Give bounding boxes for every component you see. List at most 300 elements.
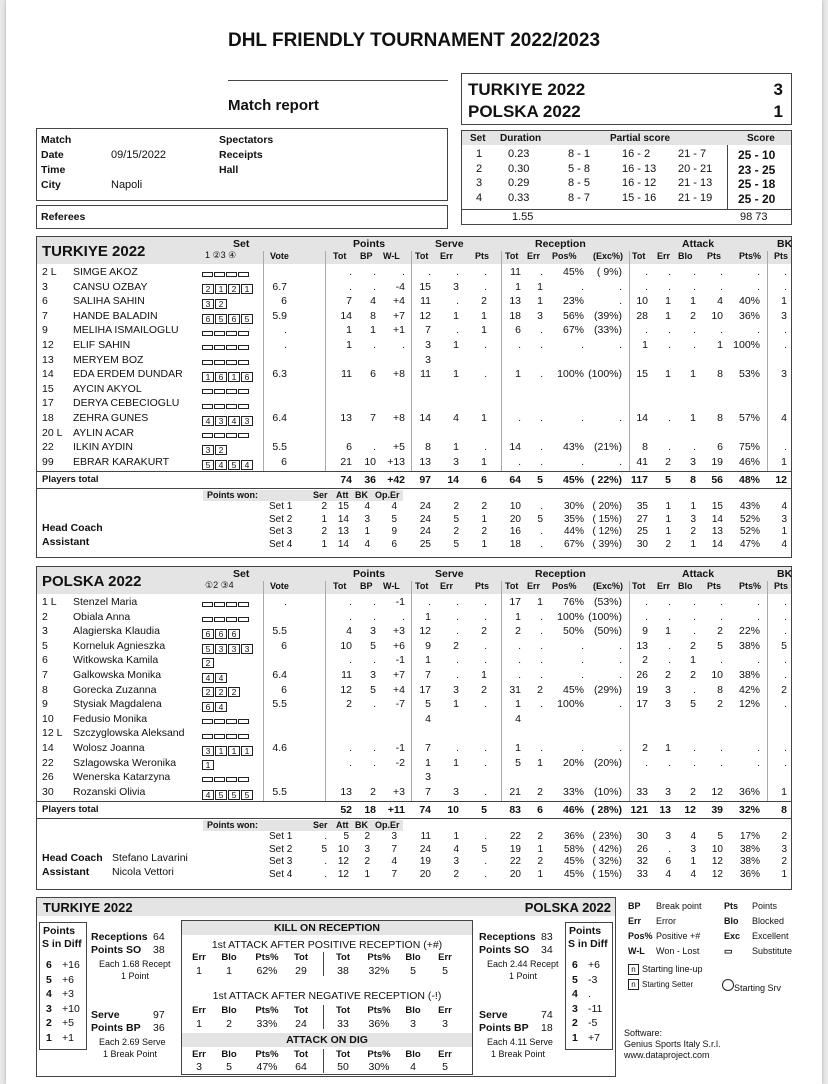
player-name: DERYA CEBECIOGLU bbox=[73, 397, 180, 410]
stat-cell-bp: . bbox=[373, 266, 376, 278]
points-header: Points bbox=[353, 568, 386, 580]
set-stat-cell: 5 bbox=[453, 538, 459, 550]
points-won-cell: 7 bbox=[391, 868, 397, 880]
kill-col-header: Tot bbox=[293, 1049, 309, 1060]
column-subheader: Tot bbox=[333, 581, 347, 591]
player-name: Fedusio Monika bbox=[73, 712, 148, 725]
set-stat-cell: 52% bbox=[739, 513, 760, 525]
stat-cell-vote: 5.5 bbox=[272, 785, 287, 798]
stat-cell-r-err: . bbox=[540, 266, 543, 278]
set-stat-cell: 30 bbox=[636, 831, 648, 843]
total-cell-tot: 52 bbox=[340, 804, 352, 817]
stat-cell-s-err: . bbox=[456, 742, 459, 754]
legend-desc: Substitute bbox=[752, 946, 793, 956]
set-stat-cell: 35 bbox=[636, 501, 648, 513]
stat-cell-tot: 12 bbox=[340, 683, 352, 696]
stat-cell-s-tot: 5 bbox=[425, 698, 431, 711]
rotation-diff: +16 bbox=[62, 959, 80, 971]
rotation-number: 3 bbox=[46, 1002, 52, 1015]
stat-cell-tot: 6 bbox=[346, 441, 352, 454]
set-position-box: 6 bbox=[202, 629, 214, 639]
set-stat-cell: 32 bbox=[636, 856, 648, 868]
stat-cell-s-pts: . bbox=[484, 654, 487, 667]
column-subheader: Pos% bbox=[552, 251, 577, 261]
set-stat-cell: ( 39%) bbox=[592, 538, 622, 550]
set-position-box: 6 bbox=[202, 702, 214, 712]
stat-cell-vote: . bbox=[284, 596, 287, 608]
column-subheader: (Exc%) bbox=[593, 581, 624, 591]
s-in-diff-label: S in Diff bbox=[42, 938, 82, 950]
starting-setter-legend bbox=[628, 979, 693, 990]
set-box-empty bbox=[214, 389, 225, 394]
set-box-empty bbox=[214, 360, 225, 365]
set-stat-cell: 24 bbox=[419, 501, 431, 513]
stat-cell-s-pts: . bbox=[484, 756, 487, 769]
column-subheader: Vote bbox=[270, 251, 289, 261]
match-report-sheet bbox=[6, 0, 822, 1084]
set-stat-cell: ( 12%) bbox=[592, 526, 622, 538]
set-position-box: 1 bbox=[215, 746, 227, 756]
set-position-box: 3 bbox=[228, 644, 240, 654]
stat-cell-bp: 4 bbox=[370, 295, 376, 308]
set-stat-cell: 14 bbox=[711, 513, 723, 525]
stat-cell-a-tot: 33 bbox=[636, 785, 648, 798]
player-name: Alagierska Klaudia bbox=[73, 625, 160, 638]
total-cell-s-err: 14 bbox=[447, 474, 459, 487]
set-box-empty bbox=[238, 617, 249, 622]
stat-cell-r-pos: 33% bbox=[562, 785, 584, 798]
set-stat-cell: 36% bbox=[739, 868, 760, 880]
player-name: AYCIN AKYOL bbox=[73, 382, 142, 395]
stat-cell-s-err: 4 bbox=[453, 412, 459, 424]
set-stat-cell: 1 bbox=[690, 856, 696, 868]
set-position-box: 5 bbox=[202, 460, 214, 470]
set-position-box: 4 bbox=[202, 790, 214, 800]
set-label: Set 3 bbox=[269, 856, 293, 868]
stat-cell-bp: 6 bbox=[370, 368, 376, 381]
stat-cell-wl: +3 bbox=[393, 785, 405, 798]
stat-cell-vote: 5.9 bbox=[272, 309, 287, 322]
rotation-diff: +6 bbox=[588, 959, 600, 971]
set-partial-21: 21 - 7 bbox=[678, 148, 707, 160]
kill-col-header: Blo bbox=[221, 1049, 237, 1060]
stat-cell-r-exc: (100%) bbox=[588, 368, 622, 381]
points-won-cell: 4 bbox=[391, 501, 397, 513]
set-position-box: 2 bbox=[202, 687, 214, 697]
column-subheader: W-L bbox=[383, 581, 400, 591]
stat-cell-a-err: 1 bbox=[665, 368, 671, 381]
stat-cell-a-blo: . bbox=[693, 742, 696, 754]
stat-cell-s-tot: . bbox=[428, 266, 431, 278]
set-position-box: 3 bbox=[202, 746, 214, 756]
set-position-box: 3 bbox=[202, 445, 214, 455]
serve-circle-icon bbox=[722, 979, 734, 991]
player-number: 1 L bbox=[42, 596, 57, 608]
total-cell-r-err: 6 bbox=[537, 804, 543, 817]
lineup-box-icon: n bbox=[628, 964, 639, 975]
total-cell-r-tot: 83 bbox=[509, 804, 521, 817]
kill-col-header: Err bbox=[438, 1005, 452, 1016]
set-stat-cell: 5 bbox=[481, 843, 487, 855]
points-won-cell: 14 bbox=[337, 538, 349, 550]
column-subheader: Err bbox=[527, 581, 541, 591]
kill-col-header: Blo bbox=[405, 952, 421, 963]
stat-cell-s-err: . bbox=[456, 266, 459, 278]
set-stat-cell: 5 bbox=[537, 513, 543, 525]
set-stat-cell: 38% bbox=[739, 856, 760, 868]
stat-cell-r-tot: 11 bbox=[510, 266, 521, 278]
stat-cell-a-pts: 6 bbox=[717, 441, 723, 454]
stat-cell-a-pct: 40% bbox=[738, 295, 760, 308]
kill-col-value: 3 bbox=[410, 1018, 416, 1030]
points-won-cell: 7 bbox=[391, 843, 397, 855]
player-row bbox=[37, 265, 791, 280]
stat-cell-a-tot: 13 bbox=[636, 639, 648, 652]
player-number: 6 bbox=[42, 654, 48, 667]
serve-header: Serve bbox=[435, 238, 464, 250]
set-position-box: 5 bbox=[241, 790, 253, 800]
stat-cell-r-err: 1 bbox=[537, 295, 543, 308]
kill-col-header: Pts% bbox=[255, 1049, 279, 1060]
stat-cell-s-tot: 14 bbox=[419, 412, 431, 424]
set-bk-cell: 4 bbox=[781, 501, 787, 513]
stat-cell-a-blo: 1 bbox=[690, 295, 696, 308]
column-subheader: Err bbox=[440, 581, 454, 591]
starting-srv-label: Starting Srv bbox=[734, 983, 782, 993]
stat-cell-a-pct: . bbox=[757, 280, 760, 293]
stat-cell-r-err: . bbox=[540, 610, 543, 623]
stat-cell-r-err: . bbox=[540, 625, 543, 638]
stat-cell-s-pts: . bbox=[484, 280, 487, 293]
stat-cell-r-err: . bbox=[540, 455, 543, 468]
player-number: 10 bbox=[42, 712, 54, 725]
stat-cell-bp: . bbox=[373, 610, 376, 623]
stat-cell-s-pts: . bbox=[484, 266, 487, 278]
player-name: SIMGE AKOZ bbox=[73, 266, 138, 278]
kill-col-header: Tot bbox=[335, 952, 351, 963]
match-report-label: Match report bbox=[228, 97, 319, 114]
rotation-diff: -11 bbox=[588, 1002, 603, 1015]
player-name: SALIHA SAHIN bbox=[73, 295, 145, 308]
stat-cell-a-pct: . bbox=[757, 610, 760, 623]
set-bk-cell: 1 bbox=[781, 868, 787, 880]
total-cell-s-tot: 97 bbox=[419, 474, 431, 487]
set-stat-cell: ( 32%) bbox=[592, 856, 622, 868]
legend-desc: Excellent bbox=[752, 931, 789, 941]
stat-cell-a-tot: . bbox=[645, 756, 648, 769]
rotation-number: 6 bbox=[46, 959, 52, 971]
set-box-empty bbox=[226, 331, 237, 336]
summary-team2: POLSKA 2022 bbox=[524, 900, 611, 915]
set-stat-cell: 6 bbox=[665, 856, 671, 868]
set-box-empty bbox=[214, 433, 225, 438]
stat-cell-tot: . bbox=[349, 654, 352, 667]
stat-cell-s-err: 2 bbox=[453, 639, 459, 652]
stat-cell-r-pos: . bbox=[581, 654, 584, 667]
points-won-cell: 2 bbox=[321, 501, 327, 513]
set-box-empty bbox=[202, 389, 213, 394]
kill-col-value: 5 bbox=[442, 965, 448, 977]
team2-points-box bbox=[565, 922, 613, 1050]
stat-cell-wl: . bbox=[402, 610, 405, 623]
set-number: 3 bbox=[476, 177, 483, 189]
stat-cell-a-err: 2 bbox=[665, 669, 671, 681]
set-box-empty bbox=[202, 734, 213, 739]
set-position-box: 1 bbox=[215, 284, 227, 294]
rotation-number: 3 bbox=[572, 1002, 578, 1015]
stat-cell-a-pts: . bbox=[720, 324, 723, 337]
stat-cell-a-pts: 8 bbox=[717, 368, 723, 381]
points-won-cell: 2 bbox=[364, 831, 370, 843]
kill-col-header: Blo bbox=[221, 1005, 237, 1016]
stat-cell-bk: . bbox=[784, 339, 787, 351]
set-position-box: 2 bbox=[228, 687, 240, 697]
set-stat-cell: 2 bbox=[537, 831, 543, 843]
stat-cell-s-pts: . bbox=[484, 339, 487, 351]
set-duration: 0.30 bbox=[508, 162, 530, 175]
rotation-diff: . bbox=[588, 988, 591, 1000]
total-cell-r-tot: 64 bbox=[509, 474, 521, 487]
serve-value: 74 bbox=[541, 1009, 553, 1021]
total-rule bbox=[37, 801, 791, 802]
set-stat-cell: . bbox=[484, 831, 487, 843]
set-box-empty bbox=[226, 433, 237, 438]
set-bk-cell: 3 bbox=[781, 513, 787, 525]
stat-cell-a-blo: . bbox=[693, 596, 696, 608]
sets-h-set: Set bbox=[470, 133, 486, 144]
legend-key: BP bbox=[628, 901, 641, 911]
kill-col-value: 62% bbox=[256, 965, 278, 977]
starting-setter-label: Starting Setter bbox=[642, 980, 694, 989]
set-position-box: 4 bbox=[202, 673, 214, 683]
stat-cell-vote: 6 bbox=[281, 639, 287, 652]
set-position-box: 3 bbox=[241, 416, 253, 426]
column-subheader: Tot bbox=[415, 251, 429, 261]
stat-cell-r-err: . bbox=[540, 368, 543, 381]
stat-cell-s-tot: 15 bbox=[419, 280, 431, 293]
stat-cell-a-blo: 2 bbox=[690, 309, 696, 322]
stat-cell-a-tot: 9 bbox=[642, 625, 648, 638]
stat-cell-a-tot: 19 bbox=[636, 683, 648, 696]
stat-cell-a-err: . bbox=[668, 339, 671, 351]
rotation-diff: -5 bbox=[588, 1017, 598, 1029]
points-won-header: Att bbox=[336, 820, 349, 831]
sets-h-duration: Duration bbox=[500, 133, 542, 144]
stat-cell-r-exc: (10%) bbox=[593, 785, 622, 798]
stat-cell-vote: 6 bbox=[281, 455, 287, 468]
stat-cell-a-pts: 10 bbox=[711, 669, 723, 681]
stat-cell-a-pts: . bbox=[720, 654, 723, 667]
set-stat-cell: 14 bbox=[711, 538, 723, 550]
stat-cell-a-tot: 41 bbox=[636, 455, 648, 468]
set-box-empty bbox=[238, 360, 249, 365]
stat-cell-r-exc: . bbox=[619, 295, 622, 308]
stat-cell-a-pct: . bbox=[757, 654, 760, 667]
set-score: 25 - 20 bbox=[738, 191, 776, 206]
team-name: TURKIYE 2022 bbox=[42, 243, 146, 260]
time-label: Time bbox=[41, 164, 66, 176]
reception-note: Each 1.68 Recept bbox=[99, 959, 171, 969]
set-stat-cell: 1 bbox=[665, 501, 671, 513]
stat-cell-r-pos: 45% bbox=[562, 683, 584, 696]
tournament-title: DHL FRIENDLY TOURNAMENT 2022/2023 bbox=[227, 30, 601, 51]
hall-label: Hall bbox=[219, 164, 239, 176]
rotation-number: 4 bbox=[46, 988, 52, 1000]
set-box-empty bbox=[238, 389, 249, 394]
player-number: 14 bbox=[42, 742, 54, 754]
stat-cell-bp: 5 bbox=[370, 639, 376, 652]
set-bk-cell: 4 bbox=[781, 538, 787, 550]
set-box-empty bbox=[226, 345, 237, 350]
kill-col-value: 2 bbox=[226, 1018, 232, 1030]
stat-cell-r-pos: 100% bbox=[557, 610, 584, 623]
set-position-box: 2 bbox=[215, 299, 227, 309]
column-subheader: Tot bbox=[415, 581, 429, 591]
stat-cell-bk: 4 bbox=[781, 412, 787, 424]
stat-cell-wl: +3 bbox=[393, 625, 405, 638]
set-stat-cell: 18 bbox=[509, 538, 521, 550]
total-cell-s-pts: 5 bbox=[481, 804, 487, 817]
s-in-diff-label: S in Diff bbox=[568, 938, 608, 950]
assistant-name: Nicola Vettori bbox=[112, 866, 174, 879]
stat-cell-s-err: 1 bbox=[453, 441, 459, 454]
stat-cell-bk: . bbox=[784, 266, 787, 278]
kill-col-value: 30% bbox=[368, 1061, 390, 1073]
points-so-value: 38 bbox=[153, 944, 165, 956]
column-subheader: Vote bbox=[270, 581, 289, 591]
set-marks: ①2 ③4 bbox=[205, 580, 234, 590]
result-box bbox=[461, 73, 792, 125]
points-won-cell: 2 bbox=[321, 526, 327, 538]
city-label: City bbox=[41, 179, 61, 191]
set-position-box: 2 bbox=[215, 687, 227, 697]
stat-cell-a-pts: 1 bbox=[717, 339, 723, 351]
set-stat-cell: ( 23%) bbox=[592, 831, 622, 843]
set-box-empty bbox=[214, 602, 225, 607]
set-stat-cell: 20 bbox=[509, 868, 521, 880]
set-stat-cell: 4 bbox=[453, 843, 459, 855]
team-name: POLSKA 2022 bbox=[42, 573, 142, 590]
total-cell-s-tot: 74 bbox=[419, 804, 431, 817]
total-duration: 1.55 bbox=[512, 211, 534, 223]
set-label: Set 3 bbox=[269, 526, 293, 538]
stat-cell-r-exc: . bbox=[619, 654, 622, 667]
total-cell-a-pct: 48% bbox=[738, 474, 760, 487]
stat-cell-wl: +4 bbox=[393, 295, 405, 308]
player-number: 7 bbox=[42, 309, 48, 322]
sets-divider bbox=[727, 145, 728, 209]
total-cell-a-err: 5 bbox=[665, 474, 671, 487]
player-name: Szczyglowska Aleksand bbox=[73, 727, 185, 740]
stat-cell-r-exc: . bbox=[619, 742, 622, 754]
set-box-empty bbox=[226, 360, 237, 365]
stat-cell-a-pct: 22% bbox=[738, 625, 760, 638]
stat-cell-a-tot: 10 bbox=[636, 295, 648, 308]
title-rule bbox=[228, 80, 448, 81]
set-box-empty bbox=[226, 389, 237, 394]
stat-cell-a-err: 1 bbox=[665, 309, 671, 322]
set-partial-8: 8 - 5 bbox=[568, 177, 591, 189]
set-position-box: 5 bbox=[228, 790, 240, 800]
city-value: Napoli bbox=[111, 179, 143, 191]
stat-cell-r-tot: . bbox=[518, 339, 521, 351]
stat-cell-r-exc: . bbox=[619, 639, 622, 652]
legend-key: W-L bbox=[628, 946, 645, 956]
player-number: 9 bbox=[42, 324, 48, 337]
rotation-number: 1 bbox=[46, 1031, 52, 1044]
stat-cell-s-tot: 12 bbox=[419, 625, 431, 638]
stat-cell-a-tot: 26 bbox=[636, 669, 648, 681]
stat-cell-a-err: 1 bbox=[665, 295, 671, 308]
stat-cell-wl: -7 bbox=[395, 698, 405, 711]
stat-cell-s-err: 1 bbox=[453, 368, 459, 381]
set-label: Set 1 bbox=[269, 501, 293, 513]
legend-key: Err bbox=[628, 916, 642, 926]
stat-cell-r-tot: . bbox=[518, 639, 521, 652]
stat-cell-a-blo: 5 bbox=[690, 698, 696, 711]
stat-cell-a-err: . bbox=[668, 324, 671, 337]
player-name: EBRAR KARAKURT bbox=[73, 455, 170, 468]
stat-cell-r-err: . bbox=[540, 324, 543, 337]
serve-note: Each 2.69 Serve bbox=[99, 1037, 166, 1047]
player-number: 9 bbox=[42, 698, 48, 711]
set-box-empty bbox=[238, 734, 249, 739]
receipts-label: Receipts bbox=[219, 149, 263, 161]
column-subheader: Tot bbox=[505, 251, 519, 261]
set-stat-cell: 20 bbox=[419, 868, 431, 880]
total-cell-bk: 12 bbox=[775, 474, 787, 487]
stat-cell-wl: -1 bbox=[395, 654, 405, 667]
stat-cell-s-pts: . bbox=[484, 785, 487, 798]
stat-cell-vote: 5.5 bbox=[272, 698, 287, 711]
set-position-box: 3 bbox=[215, 416, 227, 426]
total-rule bbox=[37, 471, 791, 472]
set-stat-cell: 2 bbox=[453, 501, 459, 513]
set-stat-cell: 12 bbox=[711, 868, 723, 880]
player-number: 8 bbox=[42, 683, 48, 696]
stat-cell-a-pts: 4 bbox=[717, 295, 723, 308]
stat-cell-tot: 11 bbox=[341, 368, 352, 381]
set-stat-cell: 1 bbox=[665, 513, 671, 525]
result-team1: TURKIYE 2022 bbox=[468, 80, 586, 99]
player-row bbox=[37, 683, 791, 698]
set-header: Set bbox=[233, 238, 250, 250]
player-name: Galkowska Monika bbox=[73, 669, 162, 681]
column-subheader: Err bbox=[527, 251, 541, 261]
set-stat-cell: ( 15%) bbox=[592, 868, 622, 880]
stat-cell-s-err: 1 bbox=[453, 339, 459, 351]
set-stat-cell: 1 bbox=[481, 538, 487, 550]
set-score: 23 - 25 bbox=[738, 162, 776, 177]
rotation-diff: -3 bbox=[588, 973, 598, 986]
stat-cell-a-blo: . bbox=[693, 441, 696, 454]
head-coach-label: Head Coach bbox=[42, 522, 103, 535]
set-position-box: 6 bbox=[228, 314, 240, 324]
stat-cell-r-err: . bbox=[540, 639, 543, 652]
stat-cell-s-err: 3 bbox=[453, 280, 459, 293]
kill-on-reception-box bbox=[181, 920, 473, 1075]
column-subheader: Pos% bbox=[552, 581, 577, 591]
player-name: Wolosz Joanna bbox=[73, 742, 145, 754]
stat-cell-s-tot: 8 bbox=[425, 441, 431, 454]
stat-cell-a-blo: . bbox=[693, 280, 696, 293]
column-subheader: W-L bbox=[383, 251, 400, 261]
player-name: Szlagowska Weronika bbox=[73, 756, 177, 769]
stat-cell-s-tot: 1 bbox=[425, 610, 431, 623]
reception-header: Reception bbox=[535, 238, 586, 250]
player-row bbox=[37, 653, 791, 668]
set-stat-cell: 2 bbox=[481, 501, 487, 513]
